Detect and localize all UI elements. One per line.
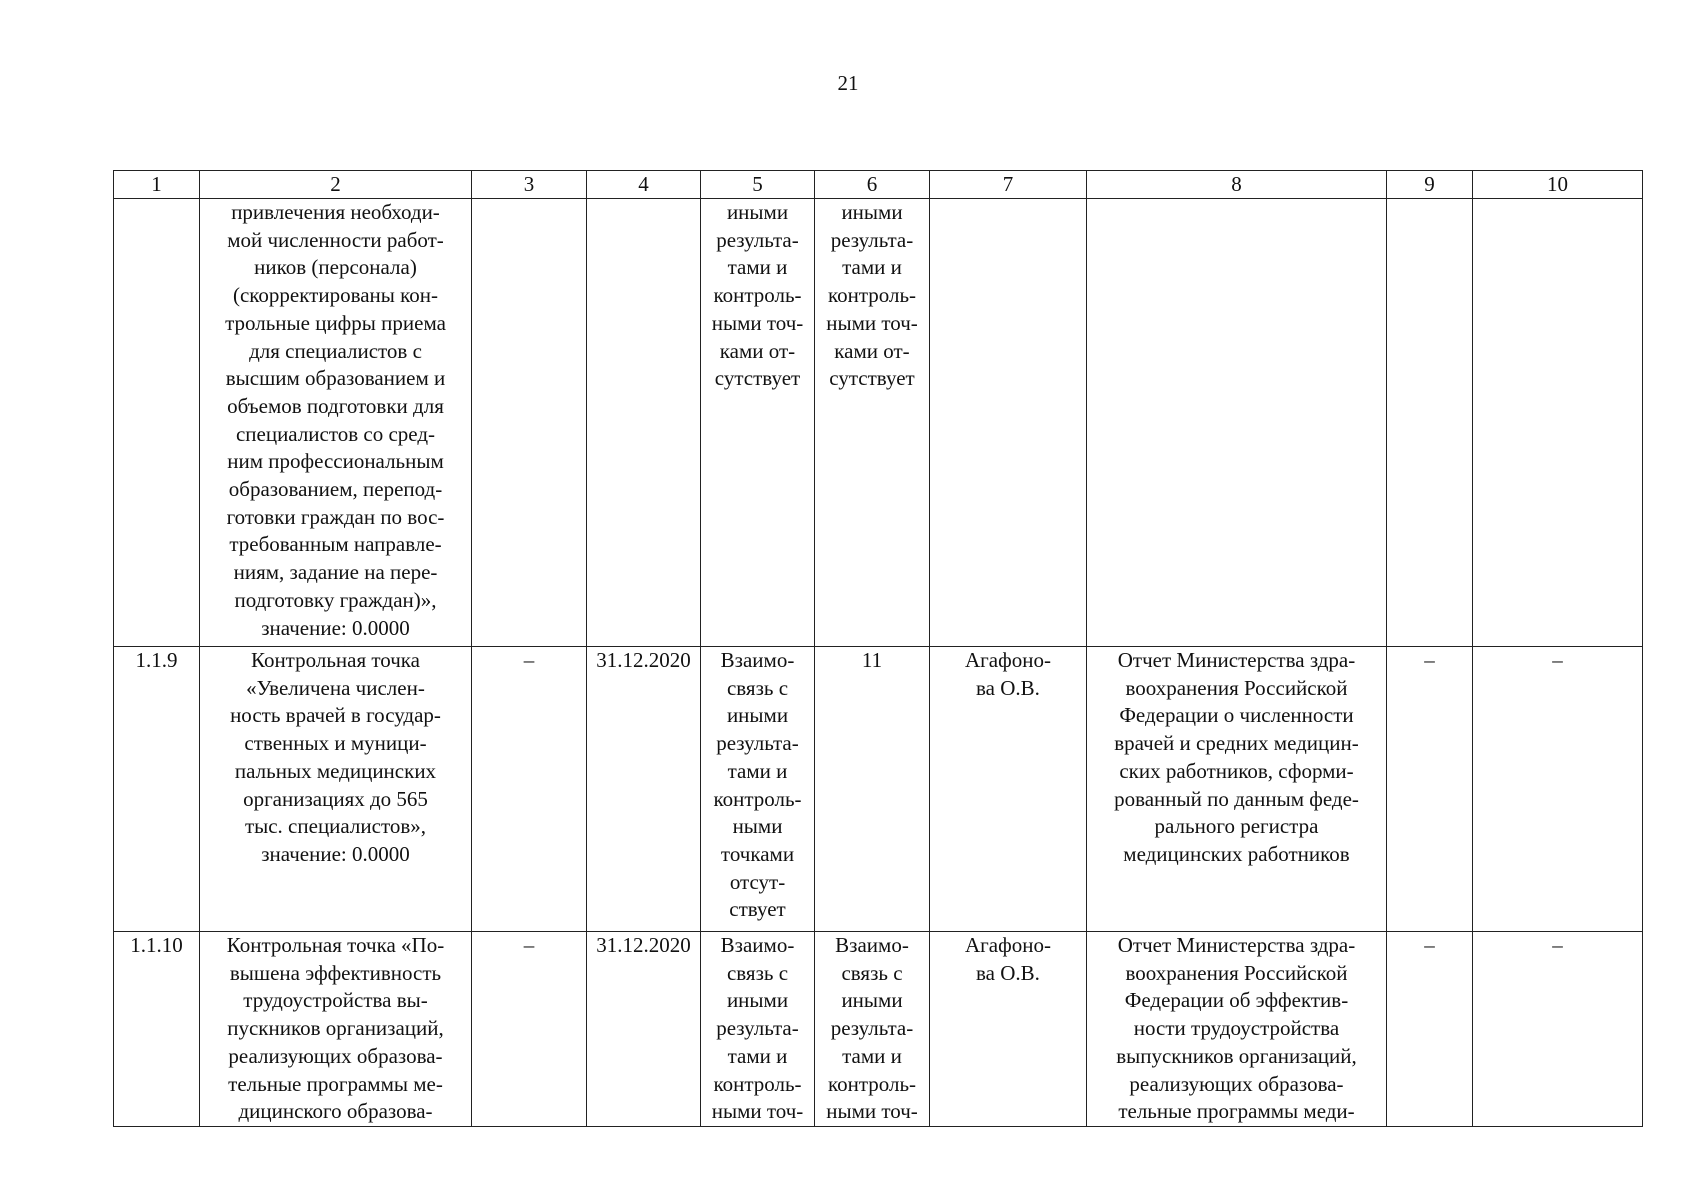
cell-number: 1.1.9 (114, 647, 200, 932)
cell-responsible: Агафоно- ва О.В. (930, 932, 1087, 1127)
col-header-8: 8 (1087, 171, 1387, 199)
cell-date: 31.12.2020 (587, 932, 701, 1127)
cell-col6: Взаимо- связь с иными результа- тами и контроль- ными точ- (815, 932, 930, 1127)
cell-name: Контрольная точка «По- вышена эффективность трудоустройства вы- пускников организаций, реализующих образова- тельные программы ме- дицинского образова- (200, 932, 472, 1127)
table-row (114, 932, 1643, 1127)
col-header-6: 6 (815, 171, 930, 199)
cell-col5: иными результа- тами и контроль- ными точ- ками от- сутствует (701, 199, 815, 647)
cell-col10 (1473, 199, 1643, 647)
col-header-2: 2 (200, 171, 472, 199)
cell-responsible: Агафоно- ва О.В. (930, 647, 1087, 932)
cell-name: привлечения необходи- мой численности работ- ников (персонала) (скорректированы кон- трольные цифры приема для специалистов с высшим образованием и объемов подготовки для специалистов со сред- ним профессиональным образованием, перепод- готовки граждан по вос- требованным направле- ниям, задание на пере- подготовку граждан)», значение: 0.0000 (200, 199, 472, 647)
cell-document: Отчет Министерства здра- воохранения Российской Федерации об эффектив- ности трудоустройства выпускников организаций, реализующих образова- тельные программы меди- (1087, 932, 1387, 1127)
col-header-3: 3 (472, 171, 587, 199)
cell-responsible (930, 199, 1087, 647)
cell-date (587, 199, 701, 647)
col-header-7: 7 (930, 171, 1087, 199)
cell-col10: – (1473, 932, 1643, 1127)
col-header-4: 4 (587, 171, 701, 199)
table-row (114, 647, 1643, 932)
cell-number: 1.1.10 (114, 932, 200, 1127)
page-number: 21 (837, 71, 859, 95)
table-row (114, 199, 1643, 647)
cell-col3: – (472, 647, 587, 932)
cell-col9: – (1387, 647, 1473, 932)
cell-col3: – (472, 932, 587, 1127)
col-header-1: 1 (114, 171, 200, 199)
col-header-5: 5 (701, 171, 815, 199)
cell-number (114, 199, 200, 647)
plan-table (113, 170, 1643, 1127)
cell-col10: – (1473, 647, 1643, 932)
cell-date: 31.12.2020 (587, 647, 701, 932)
cell-col6: иными результа- тами и контроль- ными точ- ками от- сутствует (815, 199, 930, 647)
cell-col5: Взаимо- связь с иными результа- тами и контроль- ными точ- (701, 932, 815, 1127)
cell-col6: 11 (815, 647, 930, 932)
cell-col5: Взаимо- связь с иными результа- тами и контроль- ными точками отсут- ствует (701, 647, 815, 932)
cell-col9 (1387, 199, 1473, 647)
cell-document: Отчет Министерства здра- воохранения Российской Федерации о численности врачей и средних медицин- ских работников, сформи- рованный по данным феде- рального регистра медицинских работников (1087, 647, 1387, 932)
cell-col9: – (1387, 932, 1473, 1127)
cell-name: Контрольная точка «Увеличена числен- ность врачей в государ- ственных и муници- пальных медицинских организациях до 565 тыс. специалистов», значение: 0.0000 (200, 647, 472, 932)
header-row (114, 171, 1643, 199)
col-header-10: 10 (1473, 171, 1643, 199)
col-header-9: 9 (1387, 171, 1473, 199)
cell-col3 (472, 199, 587, 647)
cell-document (1087, 199, 1387, 647)
